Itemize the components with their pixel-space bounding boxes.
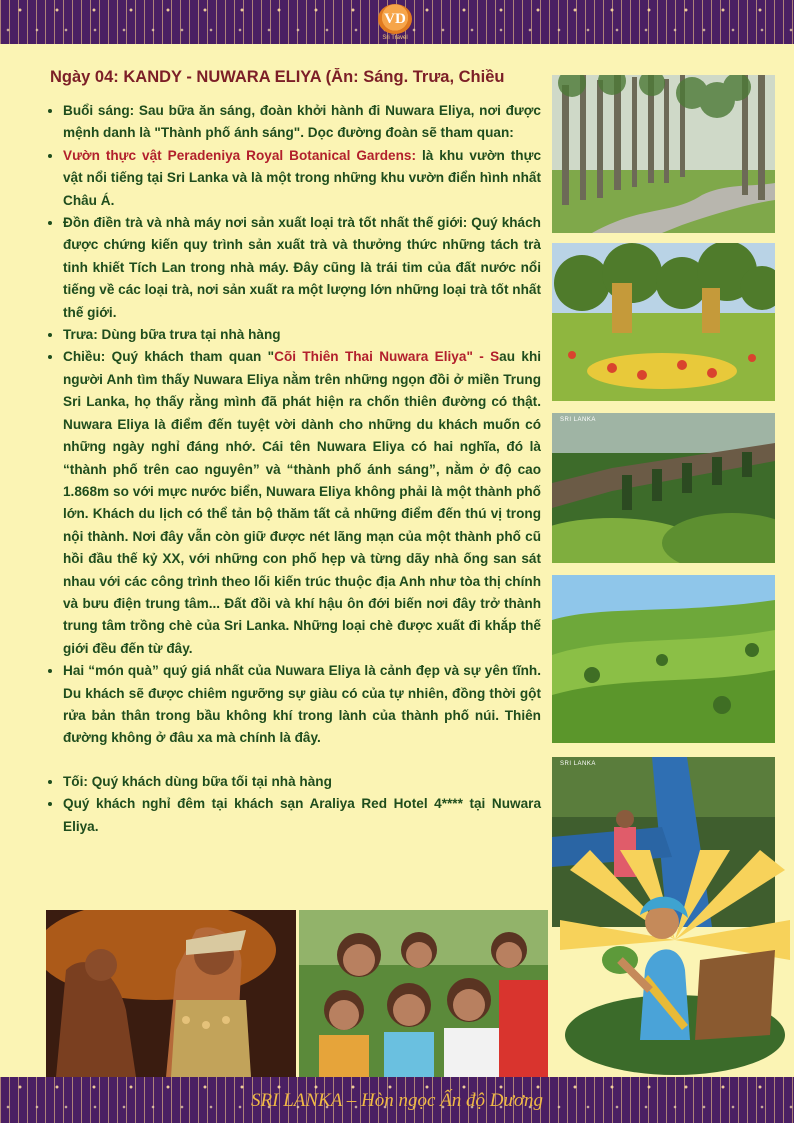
logo-mark: VD xyxy=(378,4,412,34)
list-item: • Quý khách nghỉ đêm tại khách sạn Araliya Red Hotel 4**** tại Nuwara Eliya. xyxy=(63,793,541,838)
garden-flowers-photo xyxy=(552,243,775,401)
list-item: • Chiều: Quý khách tham quan "Cõi Thiên Thai Nuwara Eliya" - Sau khi người Anh tìm thấy Nuwara Eliya nằm trên những ngọn đồi ở miền Trung Sri Lanka, họ thấy rằng mình đã phát hiện ra chốn thiên đường có thật. Nuwara Eliya là điểm đến tuyệt vời dành cho những du khách muốn có những ngày nghỉ đáng nhớ. Cái tên Nuwara Eliya có hai nghĩa, đó là “thành phố trên cao nguyên” và “thành phố ánh sáng”, nằm ở độ cao 1.868m so với mực nước biển, Nuwara Eliya không phải là một thành phố lớn. Khách du lịch có thể tản bộ thăm tất cả những điểm đến thú vị trong nội thành. Nơi đây vẫn còn giữ được nét lãng mạn của một thành phố cũ hồi đầu thế kỷ XX, với những con phố hẹp và từng dãy nhà ống san sát nhau với các công trình theo lối kiến trúc thuộc địa Anh như tòa thị chính và bưu điện trung tâm... Đất đồi và khí hậu ôn đới biến nơi đây trở thành trung tâm trồng chè của Sri Lanka. Những loại chè được xuất đi khắp thế giới đều đến từ đây. xyxy=(63,346,541,660)
itinerary-list xyxy=(44,100,541,838)
highlight-text: Vườn thực vật Peradeniya Royal Botanical Gardens: xyxy=(63,147,417,163)
list-item: • Đồn điền trà và nhà máy nơi sản xuất loại trà tốt nhất thế giới: Quý khách được chứng kiến quy trình sản xuất trà và thưởng thức những tách trà tinh khiết Tích Lan trong nhà máy. Đây cũng là trái tim của đất nước nổi tiếng về các loại trà, nơi sản xuất ra một lượng lớn những loại trà tốt nhất thế giới. xyxy=(63,212,541,324)
tea-picker-illustration xyxy=(560,850,790,1075)
children-photo xyxy=(299,910,548,1077)
list-item: • Buổi sáng: Sau bữa ăn sáng, đoàn khởi hành đi Nuwara Eliya, nơi được mệnh danh là "Thành phố ánh sáng". Dọc đường đoàn sẽ tham quan: xyxy=(63,100,541,145)
highlight-text: Cõi Thiên Thai Nuwara Eliya xyxy=(274,349,467,365)
photo-watermark: SRI LANKA xyxy=(560,761,596,767)
list-item: • Vườn thực vật Peradeniya Royal Botanical Gardens: là khu vườn thực vật nổi tiếng tại Sri Lanka và là một trong những khu vườn điển hình nhất Châu Á. xyxy=(63,145,541,212)
footer-tagline: SRI LANKA – Hòn ngọc Ấn độ Dương xyxy=(251,1090,543,1111)
brand-logo xyxy=(366,4,424,44)
day-title: Ngày 04: KANDY - NUWARA ELIYA (Ăn: Sáng. Trưa, Chiều xyxy=(50,68,505,86)
photo-watermark: SRI LANKA xyxy=(560,417,596,423)
logo-caption: Sri Travel xyxy=(382,35,408,41)
list-item: • Hai “món quà” quý giá nhất của Nuwara Eliya là cảnh đẹp và sự yên tĩnh. Du khách sẽ được chiêm ngưỡng sự giàu có của tự nhiên, đồng thời gột rửa bản thân trong bầu không khí trong lành của thành phố núi. Thiên đường không ở đâu xa mà chính là đây. xyxy=(63,660,541,750)
botanical-garden-photo xyxy=(552,75,775,233)
nine-arch-bridge-photo xyxy=(552,413,775,563)
list-item: • Tối: Quý khách dùng bữa tối tại nhà hàng xyxy=(63,771,541,793)
tea-plantation-photo xyxy=(552,575,775,743)
kandyan-dancers-photo xyxy=(46,910,296,1077)
list-item: • Trưa: Dùng bữa trưa tại nhà hàng xyxy=(63,324,541,346)
